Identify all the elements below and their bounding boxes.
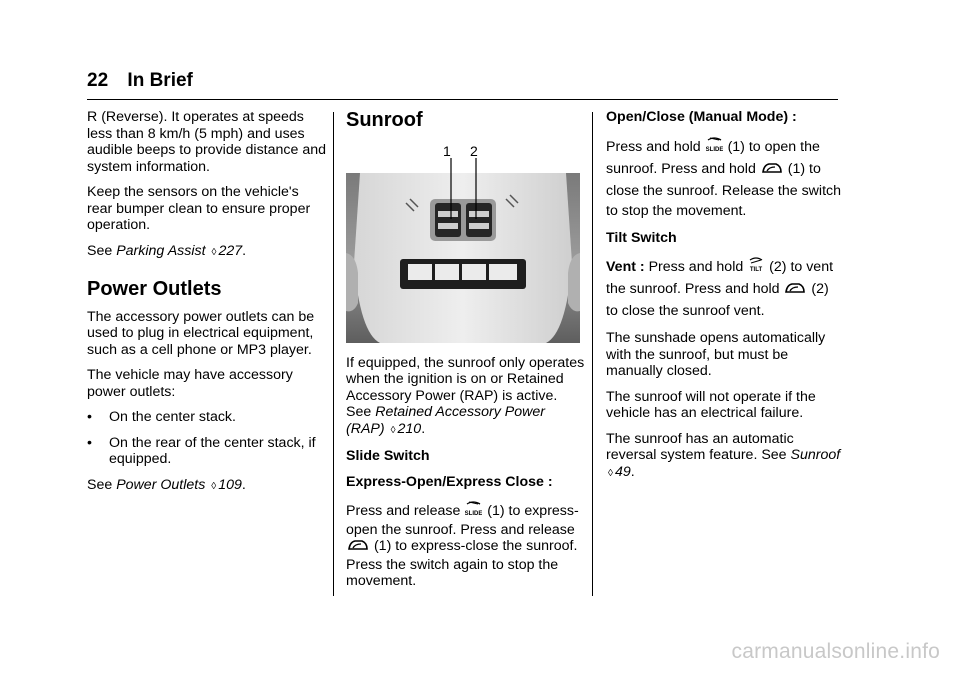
- page-ref-arrow-icon: ◊: [390, 424, 396, 436]
- page-ref[interactable]: 210: [397, 420, 422, 437]
- express-open-close-heading: Express-Open/Express Close :: [346, 473, 553, 490]
- sensor-clean-text: Keep the sensors on the vehicle's rear bumper clean to ensure proper operation.: [87, 184, 311, 233]
- page-ref[interactable]: 49: [614, 463, 631, 480]
- callout-label-2: 2: [470, 142, 478, 159]
- page-ref-arrow-icon: ◊: [608, 467, 613, 479]
- auto-reversal-text: The sunroof has an automatic reversal system feature. See Sunroof ◊ 49.: [606, 430, 841, 480]
- page-ref[interactable]: 227: [218, 242, 243, 259]
- sunroof-close-icon: [761, 161, 783, 181]
- bullet-icon: •: [87, 409, 92, 425]
- see-power-outlets: See Power Outlets ◊ 109.: [87, 476, 246, 493]
- sunroof-slide-open-icon: [706, 135, 723, 159]
- svg-text:TILT: TILT: [750, 267, 763, 273]
- watermark: carmanualsonline.info: [731, 640, 940, 663]
- column-divider-1: [333, 112, 334, 596]
- column-3: [606, 109, 841, 491]
- sunshade-text: The sunshade opens automatically with the sunroof, but must be manually closed.: [606, 330, 826, 379]
- column-2: [346, 109, 586, 599]
- sunroof-close-icon: [784, 281, 806, 301]
- power-outlets-text: The accessory power outlets can be used to plug in electrical equipment, such as a cell phone or MP3 player.: [87, 308, 315, 358]
- section-title: In Brief: [127, 70, 193, 91]
- bullet-icon: •: [87, 434, 92, 451]
- manual-mode-text: Press and hold SLIDE (1) to open the sunroof. Press and hold (1) to close the sunroof. Release the switch to stop the movement.: [606, 135, 841, 221]
- tilt-switch-heading: Tilt Switch: [606, 229, 677, 246]
- sunroof-tilt-icon: [748, 255, 764, 279]
- see-parking-assist: See Parking Assist ◊ 227.: [87, 242, 247, 259]
- column-divider-2: [592, 112, 593, 596]
- power-outlets-link[interactable]: Power Outlets: [116, 476, 206, 493]
- parking-assist-text: R (Reverse). It operates at speeds less than 8 km/h (5 mph) and uses audible beeps to provide distance and system information.: [87, 109, 326, 175]
- power-outlets-heading: Power Outlets: [87, 278, 222, 300]
- sunroof-heading: Sunroof: [346, 109, 423, 131]
- sunroof-control-photo: [346, 143, 580, 343]
- page-number: 22: [87, 70, 109, 91]
- callout-label-1: 1: [443, 142, 451, 159]
- sunroof-intro: If equipped, the sunroof only operates when the ignition is on or Retained Accessory Power (RAP) is active. See Retained Accessory Power (RAP) ◊ 210.: [346, 354, 585, 437]
- overhead-console-illustration: [346, 143, 580, 343]
- column-1: [87, 109, 327, 504]
- parking-assist-link[interactable]: Parking Assist: [116, 242, 206, 259]
- sunroof-slide-open-icon: [465, 499, 482, 522]
- sunroof-link[interactable]: Sunroof: [790, 447, 841, 463]
- page-ref[interactable]: 109: [218, 476, 242, 493]
- vent-label: Vent :: [606, 259, 645, 275]
- page-header: [87, 70, 193, 92]
- page-ref-arrow-icon: ◊: [211, 480, 217, 492]
- manual-mode-heading: Open/Close (Manual Mode) :: [606, 109, 797, 125]
- list-item: • On the rear of the center stack, if equipped.: [87, 434, 316, 467]
- express-text: Press and release SLIDE (1) to express-open the sunroof. Press and release (1) to express-close the sunroof. Press the switch again to stop the movement.: [346, 499, 586, 590]
- sunroof-close-icon: [347, 538, 369, 557]
- page-ref-arrow-icon: ◊: [211, 246, 217, 258]
- header-rule: [87, 99, 838, 100]
- power-outlets-intro: The vehicle may have accessory power outlets:: [87, 367, 293, 400]
- rap-link[interactable]: Retained Accessory Power (RAP): [346, 404, 546, 437]
- vent-text: Vent : Press and hold TILT (2) to vent the sunroof. Press and hold (2) to close the sunroof vent.: [606, 255, 841, 321]
- electrical-failure-text: The sunroof will not operate if the vehicle has an electrical failure.: [606, 388, 816, 421]
- slide-switch-heading: Slide Switch: [346, 448, 430, 464]
- list-item: • On the center stack.: [87, 409, 236, 425]
- svg-text:SLIDE: SLIDE: [705, 146, 723, 153]
- svg-text:SLIDE: SLIDE: [465, 511, 483, 517]
